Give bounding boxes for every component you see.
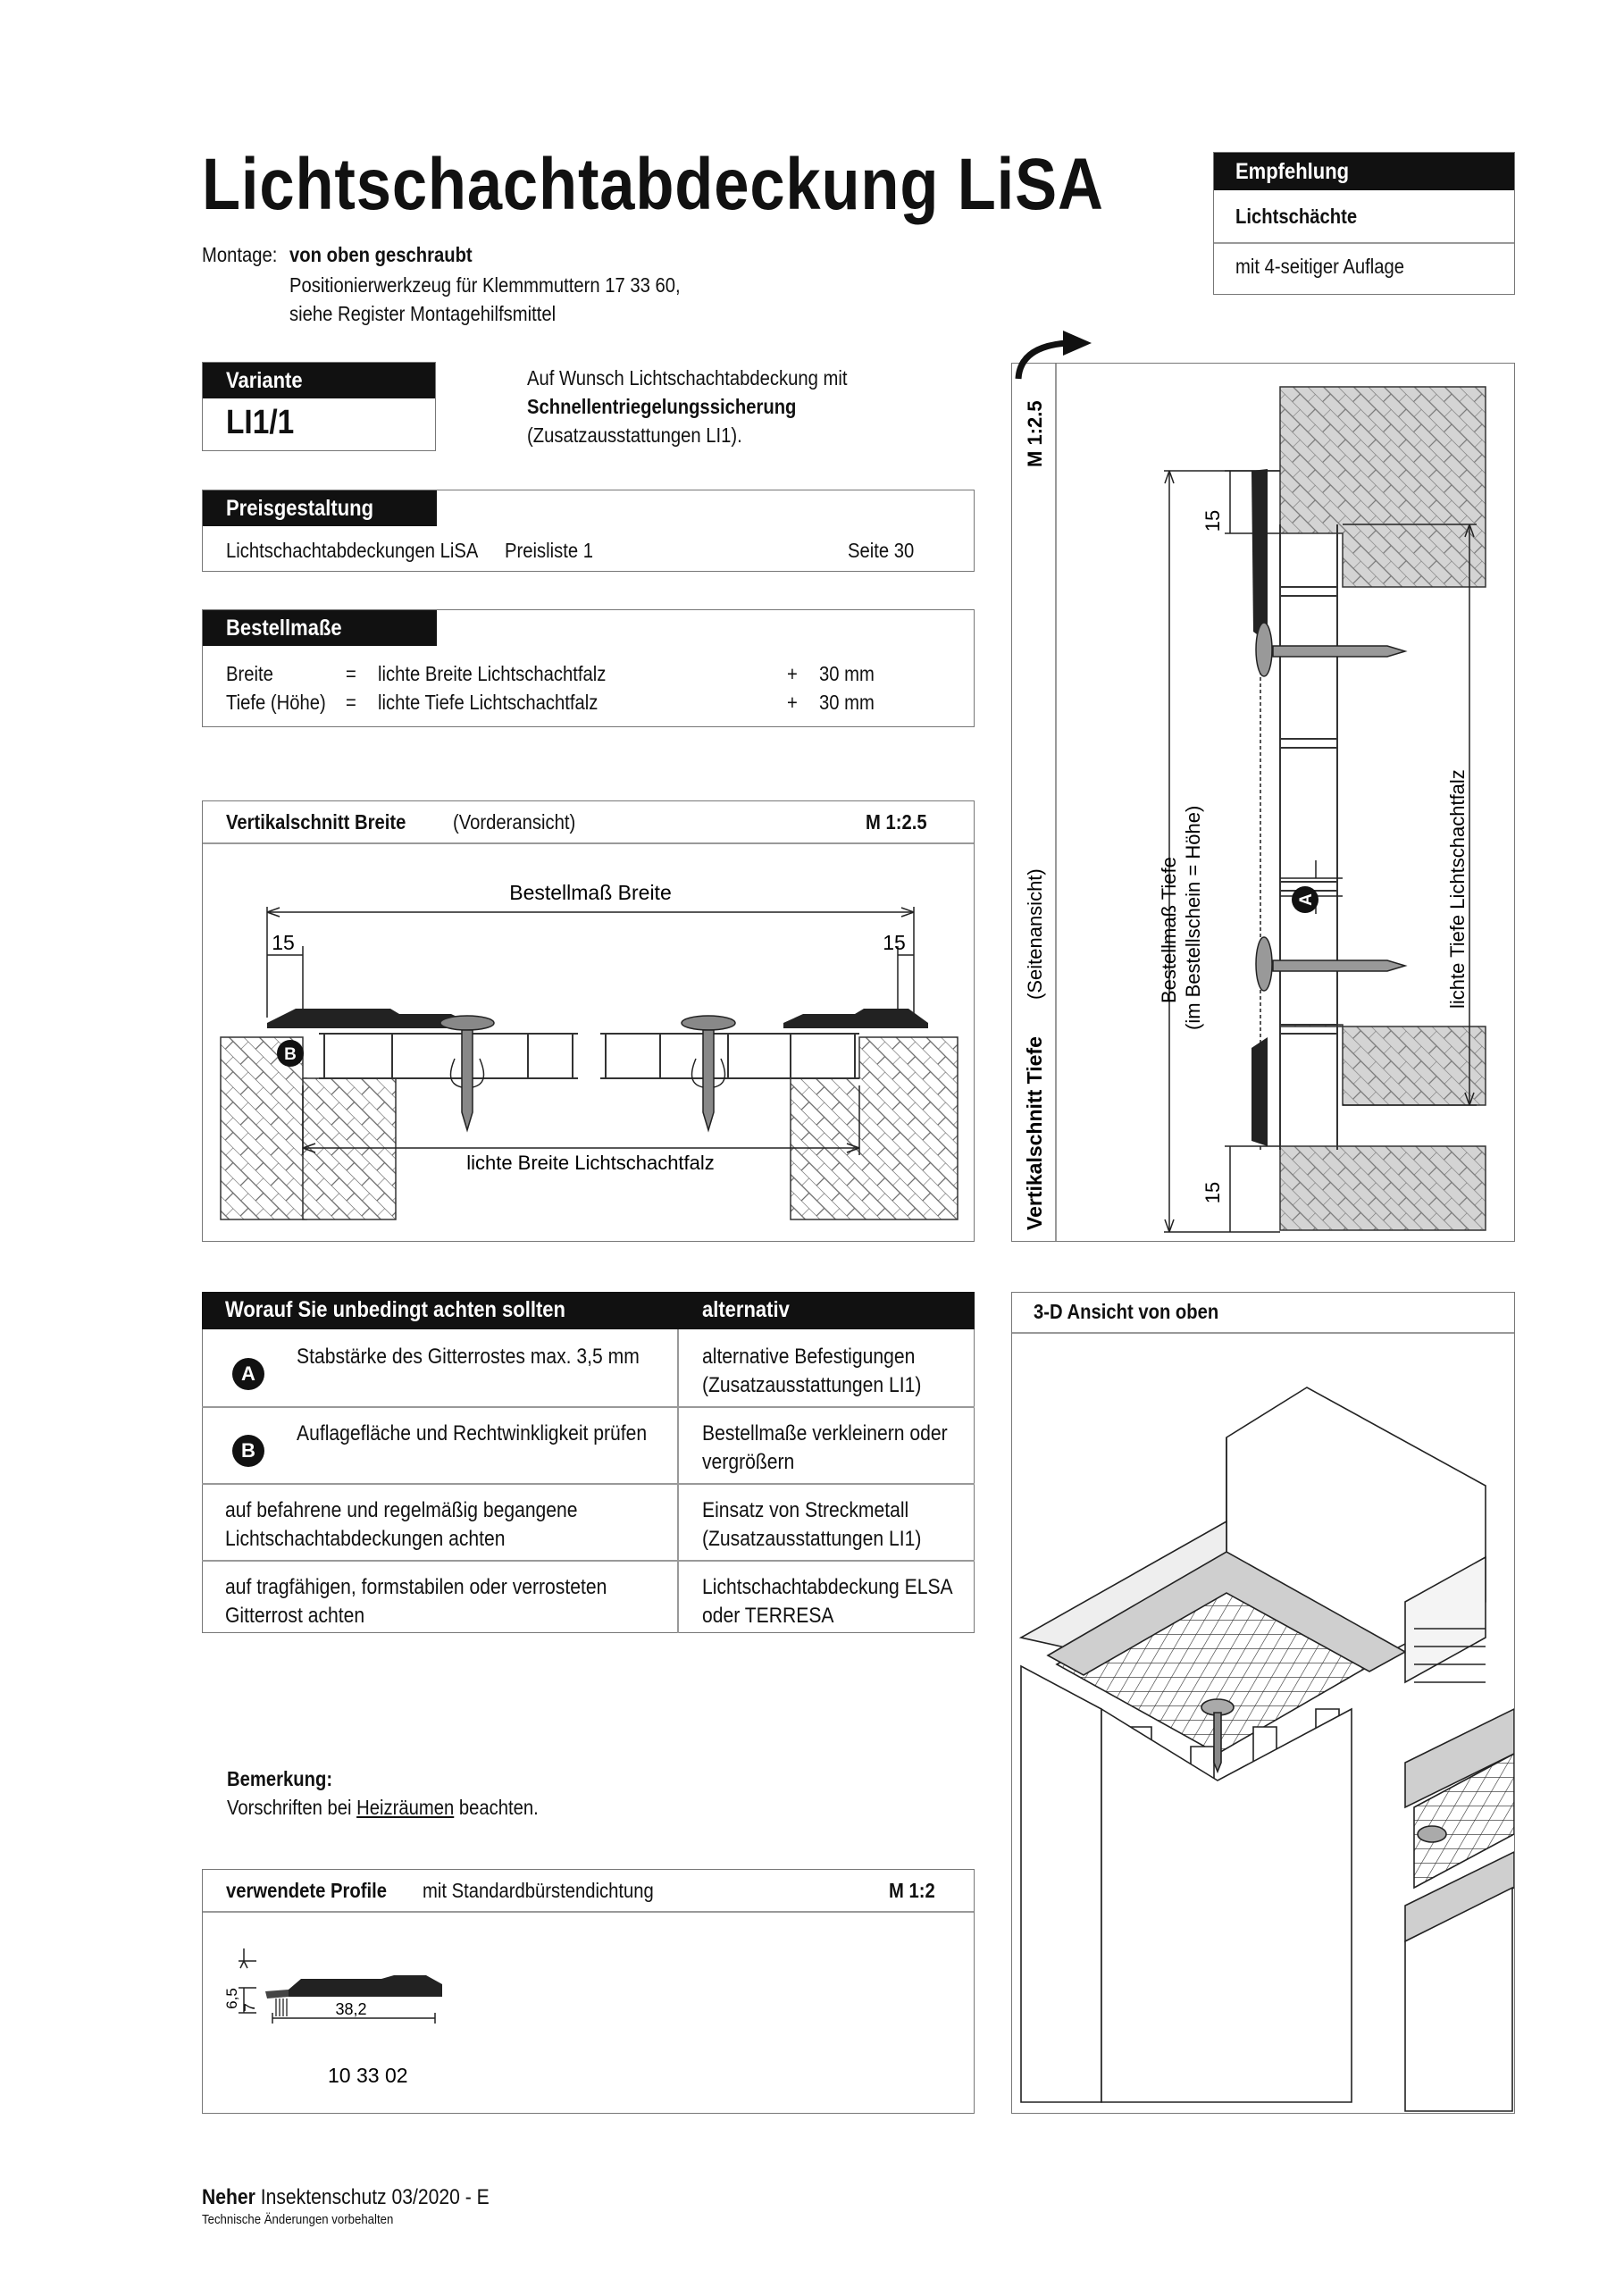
bemerkung-heading: Bemerkung:: [227, 1767, 333, 1790]
dim-height-1: 6,5: [223, 1988, 240, 2009]
empfehlung-row-2: mit 4-seitiger Auflage: [1235, 255, 1405, 278]
dim-top-15: 15: [1201, 509, 1224, 532]
achten-row-0-text: Stabstärke des Gitterrostes max. 3,5 mm: [297, 1345, 640, 1369]
variante-note-1: Auf Wunsch Lichtschachtabdeckung mit: [527, 366, 848, 390]
heizraeume-link[interactable]: Heizräumen: [356, 1796, 455, 1819]
vs-breite-drawing: [203, 844, 973, 1241]
dim-lichte-breite: lichte Breite Lichtschachtfalz: [466, 1152, 715, 1174]
dim-right-15: 15: [883, 931, 906, 954]
bemerkung-text-post: beachten.: [454, 1796, 539, 1819]
variante-box: [202, 362, 436, 451]
achten-row-3-alt-1: Lichtschachtabdeckung ELSA: [702, 1575, 953, 1599]
dim-height-2: 7: [241, 2003, 258, 2012]
dim-bottom-15: 15: [1201, 1181, 1224, 1204]
rotate-arrow-icon: [999, 327, 1106, 381]
empfehlung-row-1: Lichtschächte: [1235, 205, 1358, 228]
footer-note: Technische Änderungen vorbehalten: [202, 2212, 394, 2227]
vs-tiefe-scale: M 1:2.5: [1024, 400, 1046, 467]
preis-page: Seite 30: [848, 539, 915, 562]
bestell-plus-0: +: [787, 662, 798, 685]
profile-title: verwendete Profile: [226, 1879, 387, 1902]
label-bestellmass-tiefe: Bestellmaß Tiefe: [1158, 857, 1180, 1003]
achten-row-0-alt-2: (Zusatzausstattungen LI1): [702, 1373, 922, 1397]
divider: [202, 1406, 975, 1408]
alternativ-heading: alternativ: [702, 1297, 790, 1322]
vs-tiefe-title: Vertikalschnitt Tiefe: [1023, 1036, 1046, 1230]
vs-tiefe-subtitle: (Seitenansicht): [1024, 868, 1046, 1000]
badge-b: B: [232, 1435, 264, 1467]
dim-left-15: 15: [272, 931, 295, 954]
profile-panel: [202, 1869, 975, 2114]
achten-row-3-text-2: Gitterrost achten: [225, 1604, 365, 1628]
dim-width: 38,2: [335, 2000, 367, 2018]
variante-value: LI1/1: [226, 404, 295, 441]
page-title: Lichtschachtabdeckung LiSA: [202, 144, 1104, 225]
achten-row-2-text-1: auf befahrene und regelmäßig begangene: [225, 1498, 578, 1522]
vs-breite-subtitle: (Vorderansicht): [453, 810, 576, 834]
empfehlung-heading: Empfehlung: [1214, 153, 1514, 190]
bestell-desc-1: lichte Tiefe Lichtschachtfalz: [378, 691, 599, 714]
achten-row-1-alt-1: Bestellmaße verkleinern oder: [702, 1421, 948, 1445]
badge-a: A: [232, 1358, 264, 1390]
vs-tiefe-drawing: [1012, 364, 1514, 1241]
variante-note-2: Schnellentriegelungssicherung: [527, 395, 797, 418]
achten-row-2-alt-2: (Zusatzausstattungen LI1): [702, 1527, 922, 1551]
preis-list: Preisliste 1: [505, 539, 593, 562]
achten-row-3-alt-2: oder TERRESA: [702, 1604, 834, 1628]
achten-row-2-text-2: Lichtschachtabdeckungen achten: [225, 1527, 506, 1551]
divider: [202, 1483, 975, 1485]
bemerkung-text: [227, 1796, 539, 1820]
bestell-value-0: 30 mm: [819, 662, 875, 685]
achten-row-3-text-1: auf tragfähigen, formstabilen oder verrosteten: [225, 1575, 607, 1599]
dim-bestellmass-breite: Bestellmaß Breite: [509, 881, 672, 904]
preis-box: [202, 490, 975, 572]
bestell-heading: Bestellmaße: [203, 610, 437, 646]
montage-note-2: siehe Register Montagehilfsmittel: [289, 302, 557, 325]
achten-row-2-alt-1: Einsatz von Streckmetall: [702, 1498, 909, 1522]
divider: [677, 1329, 679, 1633]
empfehlung-box: [1213, 152, 1515, 295]
footer-line: [202, 2185, 490, 2210]
bestell-label-1: Tiefe (Höhe): [226, 691, 326, 714]
achten-table: [202, 1292, 975, 1631]
profile-subtitle: mit Standardbürstendichtung: [423, 1879, 654, 1902]
montage-note-1: Positionierwerkzeug für Klemmmuttern 17 33 60,: [289, 273, 681, 297]
variante-note-3: (Zusatzausstattungen LI1).: [527, 423, 742, 447]
profile-drawing: [203, 1913, 973, 2113]
marker-b-label: B: [284, 1045, 297, 1064]
bestell-box: [202, 609, 975, 727]
bestell-label-0: Breite: [226, 662, 273, 685]
achten-row-1-alt-2: vergrößern: [702, 1450, 795, 1474]
variante-heading: Variante: [203, 363, 435, 398]
bestell-plus-1: +: [787, 691, 798, 714]
profile-scale: M 1:2: [889, 1879, 935, 1902]
achten-heading: Worauf Sie unbedingt achten sollten: [225, 1297, 565, 1322]
bestell-value-1: 30 mm: [819, 691, 875, 714]
preis-item: Lichtschachtabdeckungen LiSA: [226, 539, 479, 562]
bestell-eq-1: =: [346, 691, 356, 714]
vs-breite-title: Vertikalschnitt Breite: [226, 810, 406, 834]
bemerkung-text-pre: Vorschriften bei: [227, 1796, 357, 1819]
ansicht-3d-panel: [1011, 1292, 1515, 2114]
divider: [1214, 242, 1514, 244]
montage-label: Montage:: [202, 243, 278, 266]
profile-code: 10 33 02: [328, 2064, 408, 2087]
vs-breite-panel: [202, 800, 975, 1242]
divider: [202, 1560, 975, 1562]
ansicht-3d-drawing: [1012, 1334, 1514, 2113]
footer-text: Insektenschutz 03/2020 - E: [260, 2185, 490, 2209]
bestell-desc-0: lichte Breite Lichtschachtfalz: [378, 662, 607, 685]
ansicht-3d-title: 3-D Ansicht von oben: [1034, 1300, 1219, 1323]
label-bestellschein: (im Bestellschein = Höhe): [1182, 805, 1204, 1030]
marker-a-label: A: [1297, 893, 1316, 906]
vs-breite-scale: M 1:2.5: [866, 810, 927, 834]
montage-value: von oben geschraubt: [289, 243, 473, 266]
footer-brand: Neher: [202, 2185, 255, 2209]
achten-row-0-alt-1: alternative Befestigungen: [702, 1345, 916, 1369]
preis-heading: Preisgestaltung: [203, 490, 437, 526]
vs-tiefe-panel: [1011, 363, 1515, 1242]
achten-row-1-text: Auflagefläche und Rechtwinkligkeit prüfen: [297, 1421, 648, 1445]
label-lichte-tiefe: lichte Tiefe Lichtschachtfalz: [1446, 769, 1469, 1009]
bestell-eq-0: =: [346, 662, 356, 685]
